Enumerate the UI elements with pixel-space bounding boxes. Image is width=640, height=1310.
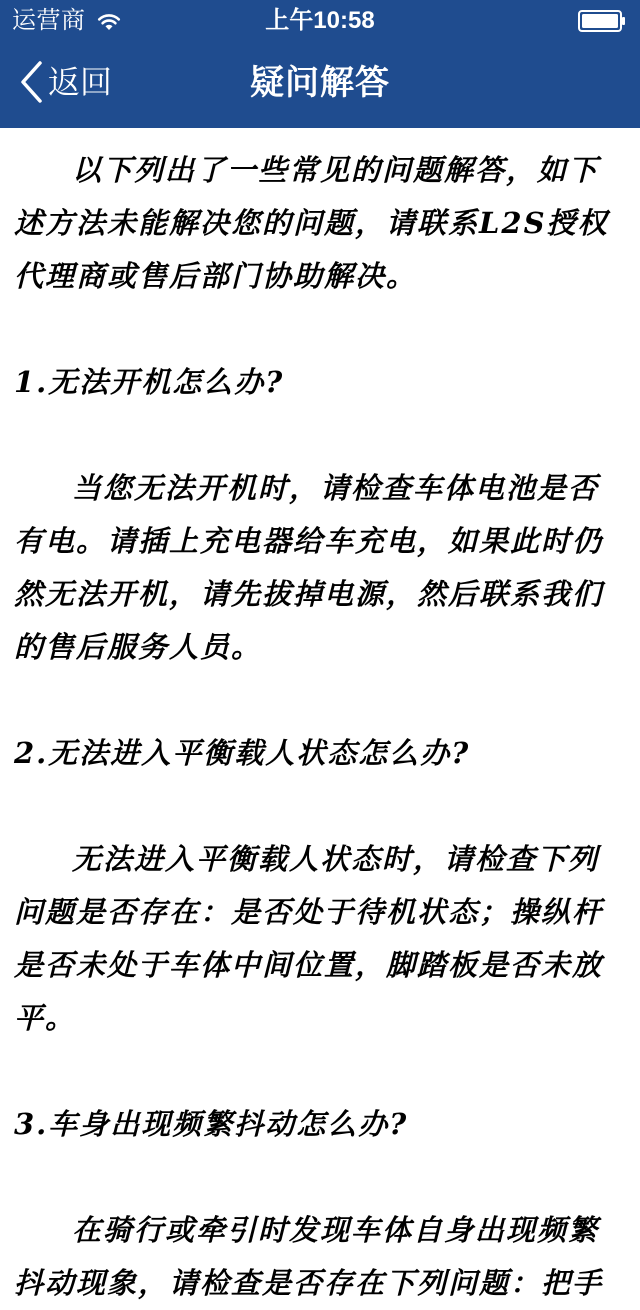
answer-1: 当您无法开机时，请检查车体电池是否有电。请插上充电器给车充电，如果此时仍然无法开机，请先拔掉电源，然后联系我们的售后服务人员。 xyxy=(14,471,604,664)
spacer xyxy=(14,780,622,833)
spacer xyxy=(14,674,622,727)
battery-icon xyxy=(578,10,626,32)
nav-bar xyxy=(0,40,640,128)
header xyxy=(0,0,640,128)
answer-2: 无法进入平衡载人状态时，请检查下列问题是否存在：是否处于待机状态；操纵杆是否未处于车体中间位置，脚踏板是否未放平。 xyxy=(14,842,604,1035)
carrier-label: 运营商 xyxy=(12,7,86,34)
spacer xyxy=(14,303,622,356)
status-bar xyxy=(0,0,640,40)
clock: 上午10:58 xyxy=(265,7,375,34)
back-label: 返回 xyxy=(48,64,113,100)
faq-content[interactable] xyxy=(0,128,640,1300)
question-2: 2.无法进入平衡载人状态怎么办? xyxy=(14,736,471,770)
answer-3: 在骑行或牵引时发现车体自身出现频繁抖动现象，请检查是否存在下列问题：把手 xyxy=(14,1213,604,1300)
page-title: 疑问解答 xyxy=(250,64,390,102)
question-3: 3.车身出现频繁抖动怎么办? xyxy=(14,1107,409,1141)
intro-paragraph: 以下列出了一些常见的问题解答，如下述方法未能解决您的问题，请联系L2S授权代理商或售后部门协助解决。 xyxy=(14,153,609,293)
spacer xyxy=(14,409,622,462)
spacer xyxy=(14,1045,622,1098)
spacer xyxy=(14,1151,622,1204)
question-1: 1.无法开机怎么办? xyxy=(14,365,285,399)
